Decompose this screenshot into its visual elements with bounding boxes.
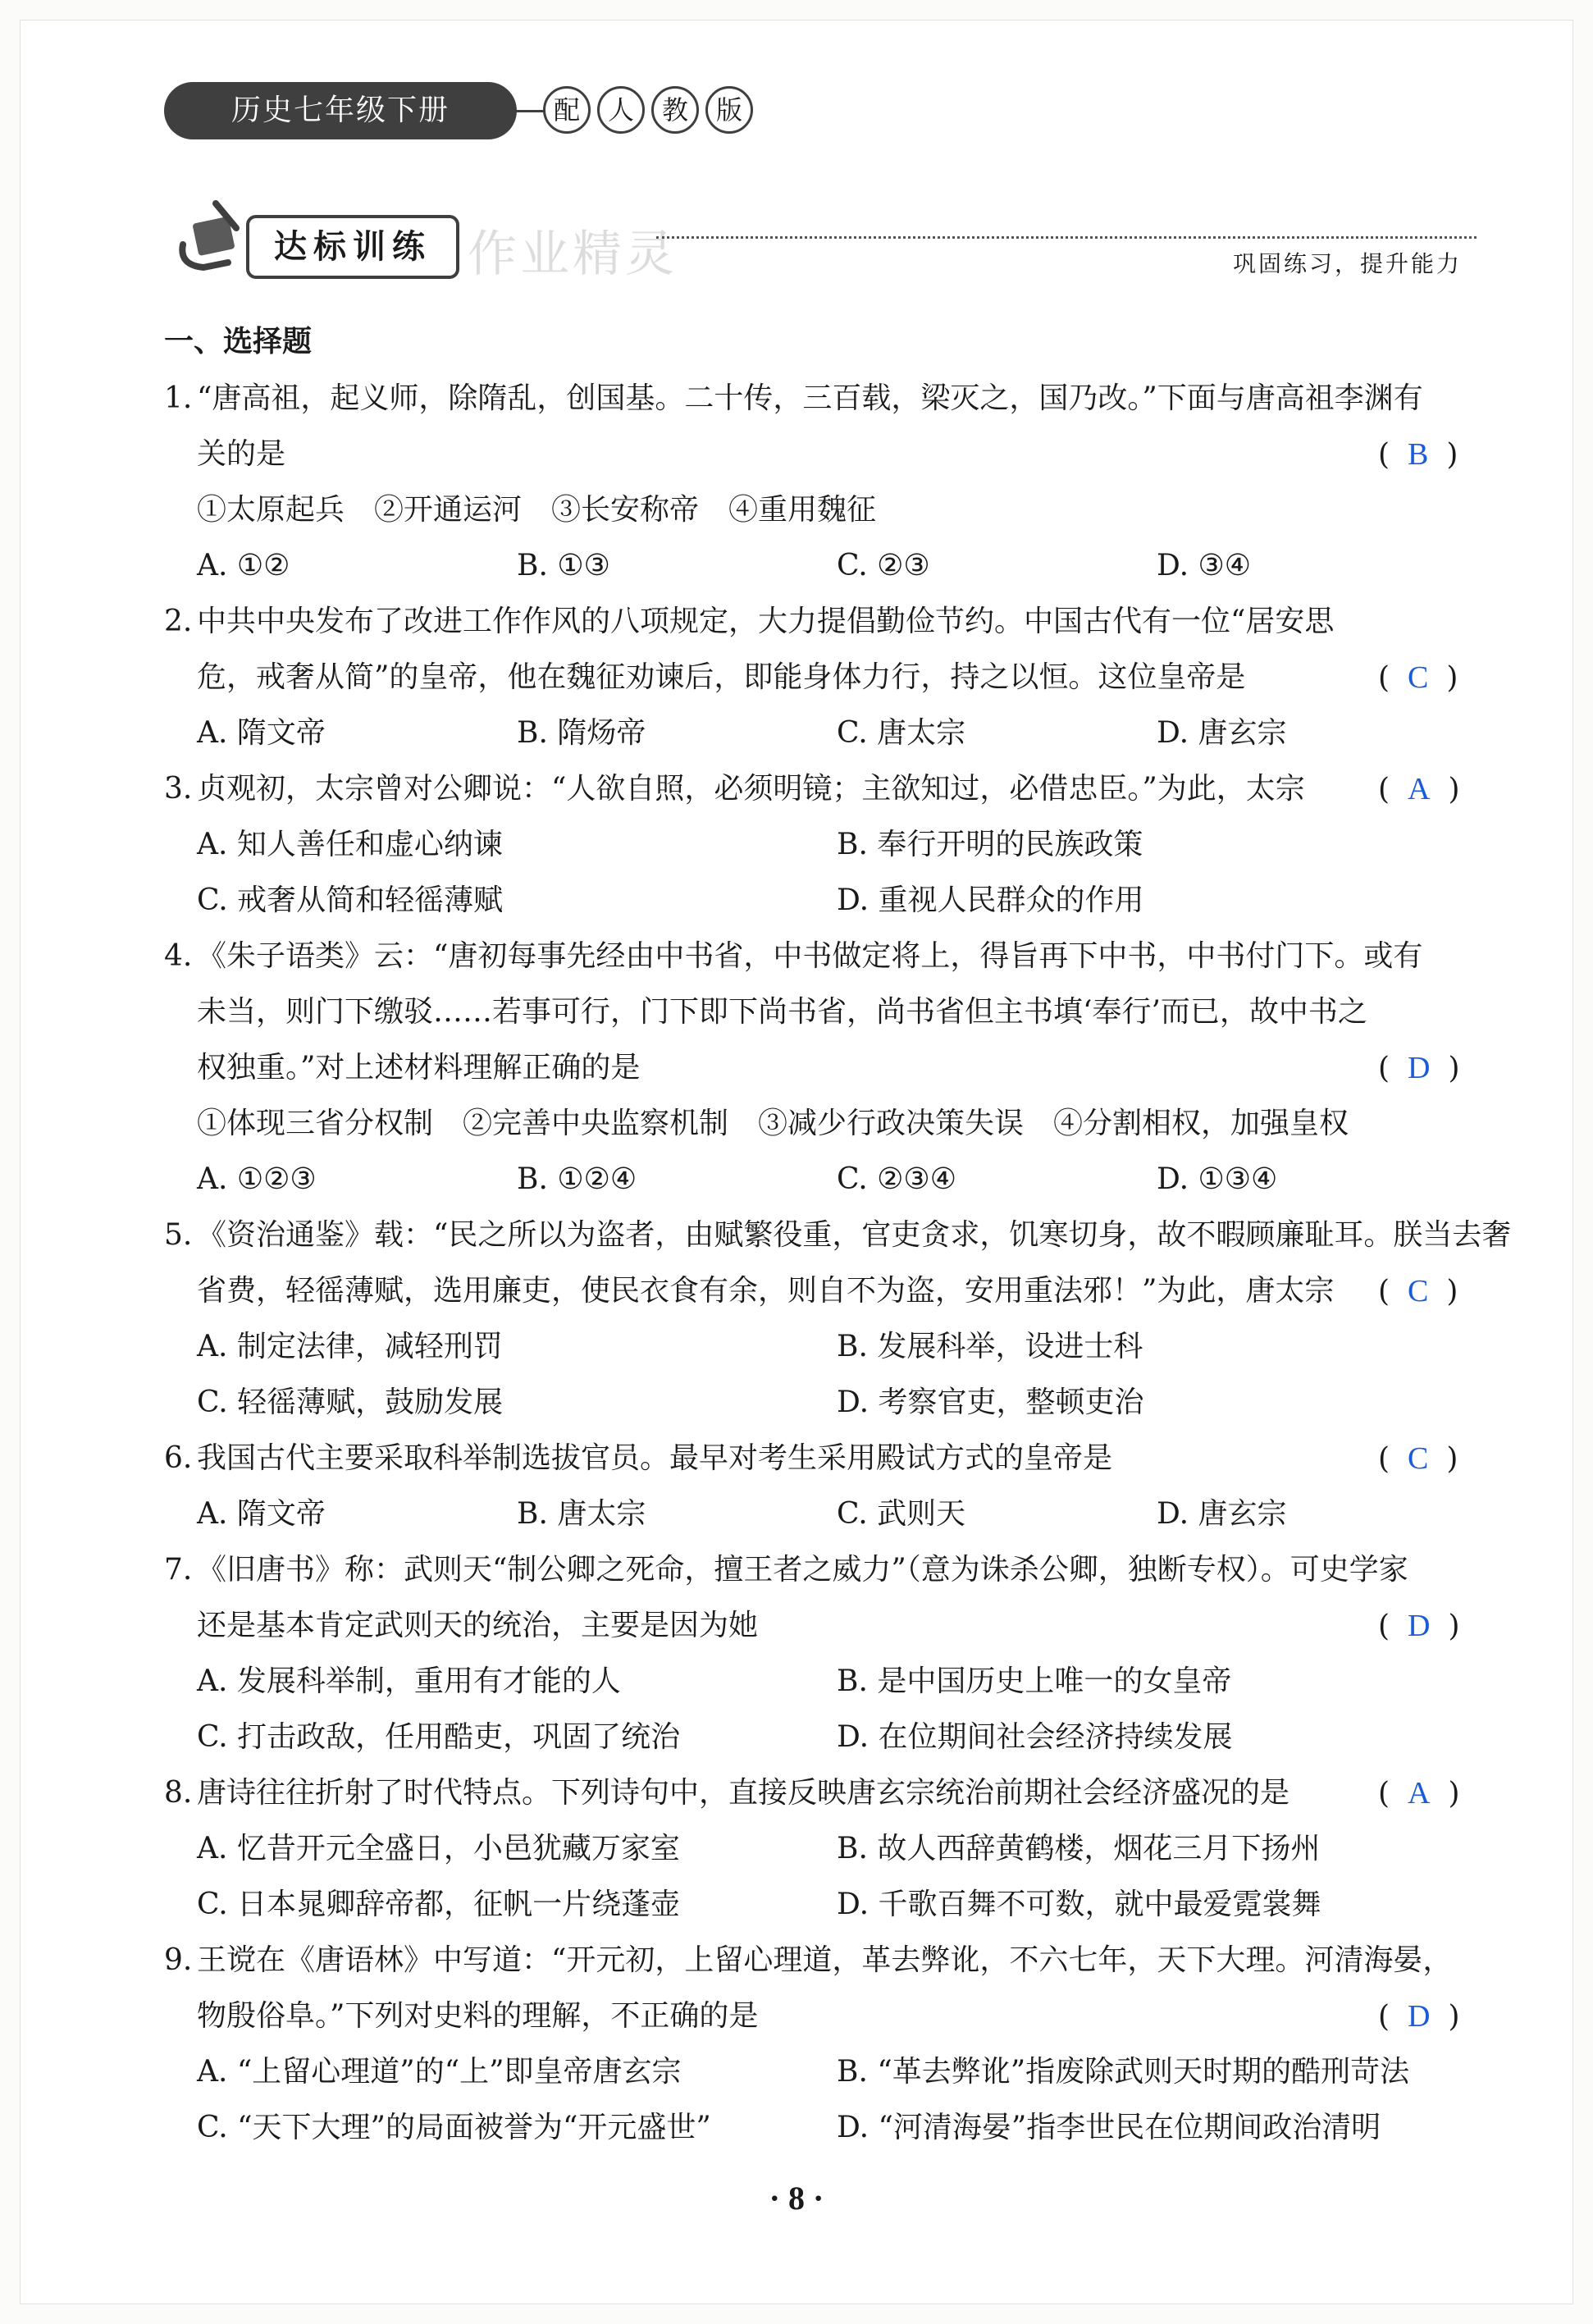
- option-row: [164, 2100, 1477, 2156]
- option-row: [164, 1319, 1477, 1375]
- option-row: [164, 1486, 1477, 1542]
- watermark: 作业精灵: [468, 226, 678, 283]
- question-number: 8.: [164, 1776, 193, 1810]
- question-stem-line: 关的是 ( B ): [164, 427, 1477, 482]
- answer-letter: C: [1408, 1441, 1429, 1476]
- question-stem-line: 6. 我国古代主要采取科举制选拔官员。最早对考生采用殿试方式的皇帝是 ( C ): [164, 1431, 1477, 1486]
- answer-letter: C: [1408, 660, 1429, 695]
- answer-bracket: ( C ): [1378, 1274, 1458, 1308]
- question-6: [164, 1431, 1477, 1542]
- option: D. 唐玄宗: [1157, 716, 1287, 750]
- statement-list: ①太原起兵 ②开通运河 ③长安称帝 ④重用魏征: [197, 493, 877, 527]
- option: B. 是中国历史上唯一的女皇帝: [837, 1664, 1232, 1698]
- option: B. 故人西辞黄鹤楼，烟花三月下扬州: [837, 1832, 1321, 1865]
- question-1: [164, 371, 1477, 594]
- question-number: 2.: [164, 605, 193, 638]
- answer-letter: B: [1408, 437, 1429, 472]
- option: D. 在位期间社会经济持续发展: [837, 1720, 1233, 1754]
- edition-label: [543, 86, 753, 134]
- option: B. 唐太宗: [517, 1497, 646, 1531]
- answer-letter: A: [1408, 772, 1431, 806]
- pencil-book-icon: [171, 195, 253, 277]
- option: C. “天下大理”的局面被誉为“开元盛世”: [197, 2111, 711, 2144]
- option: C. 武则天: [837, 1497, 966, 1531]
- question-8: [164, 1765, 1477, 1933]
- option: B. “革去弊讹”指废除武则天时期的酷刑苛法: [837, 2055, 1410, 2089]
- question-stem-line: 8. 唐诗往往折射了时代特点。下列诗句中，直接反映唐玄宗统治前期社会经济盛况的是 ( A ): [164, 1765, 1477, 1821]
- option: D. 重视人民群众的作用: [837, 883, 1144, 917]
- option-row: [164, 538, 1477, 594]
- answer-bracket: ( A ): [1378, 772, 1460, 806]
- edition-char: 人: [597, 86, 645, 134]
- question-number: 4.: [164, 939, 193, 973]
- question-stem-line: 危，戒奢从简”的皇帝，他在魏征劝谏后，即能身体力行，持之以恒。这位皇帝是 ( C ): [164, 650, 1477, 705]
- answer-bracket: ( D ): [1378, 1051, 1460, 1085]
- option-row: [164, 1654, 1477, 1710]
- option: C. ②③④: [837, 1162, 956, 1196]
- option-row: [164, 1877, 1477, 1933]
- answer-bracket: ( C ): [1378, 660, 1458, 695]
- option: A. 制定法律，减轻刑罚: [197, 1330, 503, 1363]
- option-row: [164, 705, 1477, 761]
- question-stem-line: 权独重。”对上述材料理解正确的是 ( D ): [164, 1040, 1477, 1096]
- answer-bracket: ( D ): [1378, 1609, 1460, 1643]
- option-row: [164, 1821, 1477, 1877]
- option: C. 轻徭薄赋，鼓励发展: [197, 1386, 504, 1419]
- answer-bracket: ( C ): [1378, 1441, 1458, 1476]
- option: A. 发展科举制，重用有才能的人: [197, 1664, 621, 1698]
- section-banner-label: 达标训练: [246, 215, 459, 279]
- option: D. 唐玄宗: [1157, 1497, 1287, 1531]
- option: D. ①③④: [1157, 1162, 1278, 1196]
- question-stem-line: 未当，则门下缴驳……若事可行，门下即下尚书省，尚书省但主书填‘奉行’而已，故中书之: [197, 995, 1367, 1029]
- answer-letter: C: [1408, 1274, 1429, 1308]
- option: D. 千歌百舞不可数，就中最爱霓裳舞: [837, 1888, 1321, 1921]
- question-number: 1.: [164, 381, 193, 415]
- answer-bracket: ( B ): [1378, 437, 1458, 472]
- option: A. 知人善任和虚心纳谏: [197, 828, 503, 861]
- option-row: [164, 2044, 1477, 2100]
- edition-char: 教: [651, 86, 699, 134]
- question-stem-line: 7. 《旧唐书》称：武则天“制公卿之死命，擅王者之威力”（意为诛杀公卿，独断专权）。可史学家: [164, 1542, 1477, 1598]
- edition-char: 版: [705, 86, 753, 134]
- option: B. 发展科举，设进士科: [837, 1330, 1143, 1363]
- question-number: 7.: [164, 1553, 193, 1587]
- option: D. “河清海晏”指李世民在位期间政治清明: [837, 2111, 1381, 2144]
- option: C. 戒奢从简和轻徭薄赋: [197, 883, 504, 917]
- question-stem-line: 3. 贞观初，太宗曾对公卿说：“人欲自照，必须明镜；主欲知过，必借忠臣。”为此，太宗 ( A ): [164, 761, 1477, 817]
- question-number: 9.: [164, 1943, 193, 1977]
- option: B. 奉行开明的民族政策: [837, 828, 1143, 861]
- book-title: 历史七年级下册: [164, 82, 517, 139]
- question-2: [164, 594, 1477, 761]
- option: B. 隋炀帝: [517, 716, 646, 750]
- option-row: [164, 1152, 1477, 1208]
- question-stem-line: 4. 《朱子语类》云：“唐初每事先经由中书省，中书做定将上，得旨再下中书，中书付门下。或有: [164, 929, 1477, 984]
- answer-letter: D: [1408, 1051, 1431, 1085]
- question-stem-line: 5. 《资治通鉴》载：“民之所以为盗者，由赋繁役重，官吏贪求，饥寒切身，故不暇顾廉耻耳。朕当去奢: [164, 1208, 1477, 1263]
- question-stem-line: 1. “唐高祖，起义师，除隋乱，创国基。二十传，三百载，梁灭之，国乃改。”下面与唐高祖李渊有: [164, 371, 1477, 427]
- option-row: [164, 817, 1477, 873]
- answer-letter: D: [1408, 1999, 1431, 2034]
- answer-bracket: ( A ): [1378, 1776, 1460, 1810]
- edition-char: 配: [543, 86, 591, 134]
- question-number: 5.: [164, 1218, 193, 1252]
- option: A. 隋文帝: [197, 716, 326, 750]
- question-7: [164, 1542, 1477, 1765]
- answer-letter: A: [1408, 1776, 1431, 1810]
- option-row: [164, 1710, 1477, 1765]
- question-stem-line: 2. 中共中央发布了改进工作作风的八项规定，大力提倡勤俭节约。中国古代有一位“居安思: [164, 594, 1477, 650]
- question-number: 3.: [164, 772, 193, 806]
- option: A. ①②: [197, 549, 290, 582]
- option: A. ①②③: [197, 1162, 317, 1196]
- option: A. 隋文帝: [197, 1497, 326, 1531]
- option: C. 日本晁卿辞帝都，征帆一片绕蓬壶: [197, 1888, 681, 1921]
- option: C. 唐太宗: [837, 716, 966, 750]
- question-stem-line: 还是基本肯定武则天的统治，主要是因为她 ( D ): [164, 1598, 1477, 1654]
- answer-letter: D: [1408, 1609, 1431, 1643]
- page-number: · 8 ·: [769, 2180, 824, 2217]
- question-4: [164, 929, 1477, 1208]
- question-list: [164, 371, 1512, 2156]
- question-stem-line: 9. 王谠在《唐语林》中写道：“开元初，上留心理道，革去弊讹，不六七年，天下大理。河清海晏，: [164, 1933, 1477, 1988]
- option-row: [164, 873, 1477, 929]
- banner-divider: [656, 236, 1477, 239]
- option: D. ③④: [1157, 549, 1252, 582]
- question-number: 6.: [164, 1441, 193, 1475]
- question-9: [164, 1933, 1477, 2156]
- option: B. ①②④: [517, 1162, 637, 1196]
- option: B. ①③: [517, 549, 610, 582]
- question-3: [164, 761, 1477, 929]
- answer-bracket: ( D ): [1378, 1999, 1460, 2034]
- question-stem-line: 省费，轻徭薄赋，选用廉吏，使民衣食有余，则自不为盗，安用重法邪！”为此，唐太宗 ( C ): [164, 1263, 1477, 1319]
- option: A. “上留心理道”的“上”即皇帝唐玄宗: [197, 2055, 682, 2089]
- statement-list: ①体现三省分权制 ②完善中央监察机制 ③减少行政决策失误 ④分割相权，加强皇权: [197, 1107, 1349, 1140]
- option-row: [164, 1375, 1477, 1431]
- option: A. 忆昔开元全盛日，小邑犹藏万家室: [197, 1832, 680, 1865]
- question-5: [164, 1208, 1512, 1431]
- banner-tagline: 巩固练习，提升能力: [1232, 250, 1462, 277]
- question-stem-line: 物殷俗阜。”下列对史料的理解，不正确的是 ( D ): [164, 1988, 1477, 2044]
- option: D. 考察官吏，整顿吏治: [837, 1386, 1144, 1419]
- option: C. 打击政敌，任用酷吏，巩固了统治: [197, 1720, 681, 1754]
- section-title: 一、选择题: [164, 325, 313, 358]
- option: C. ②③: [837, 549, 930, 582]
